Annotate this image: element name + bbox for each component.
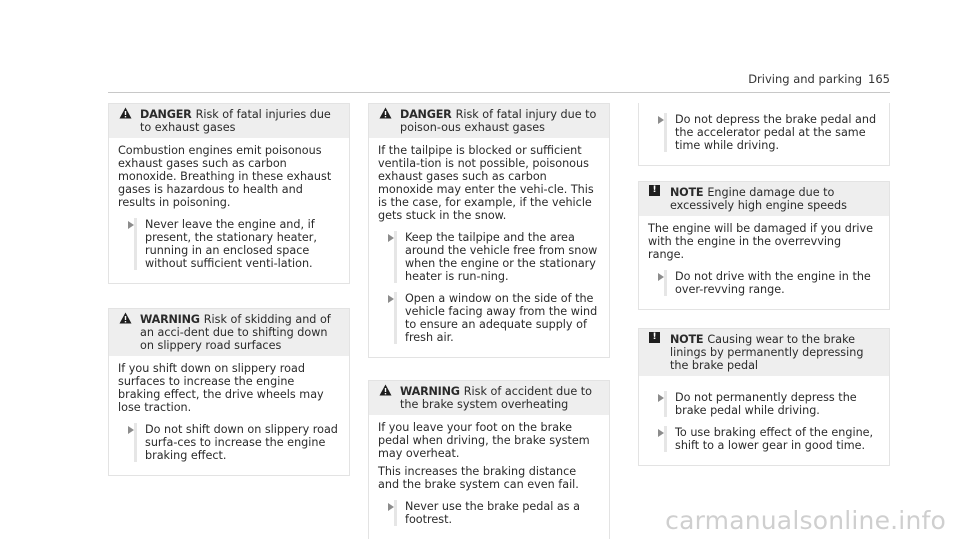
warning-body <box>109 356 349 475</box>
warning-keyword: WARNING <box>140 313 200 326</box>
note-text: The engine will be damaged if you drive with the engine in the overrevving range. <box>648 222 874 261</box>
warning-box-brake <box>368 380 610 539</box>
list-item: Open a window on the side of the vehicle facing away from the wind to ensure an adequate supply of fresh air. <box>378 292 600 344</box>
note-box-engine-speed <box>638 181 890 310</box>
section-title: Driving and parking <box>748 72 863 86</box>
note-title: Causing wear to the brake linings by permanently depressing the brake pedal <box>670 333 864 372</box>
danger-box-exhaust <box>108 103 350 284</box>
warning-triangle-icon <box>379 107 392 119</box>
note-body <box>639 216 889 309</box>
page-header <box>748 73 890 86</box>
danger-title: Risk of fatal injuries due to exhaust gases <box>140 108 331 134</box>
warning-body <box>369 415 609 539</box>
warning-title: Risk of skidding and of an acci-dent due to shifting down on slippery road surfaces <box>140 313 331 352</box>
column-2 <box>368 103 610 539</box>
warning-header <box>369 381 609 415</box>
warning-triangle-icon <box>119 107 132 119</box>
list-item: Never use the brake pedal as a footrest. <box>378 500 600 526</box>
watermark: carmanualsonline.info <box>665 506 946 535</box>
danger-box-tailpipe <box>368 103 610 358</box>
page-number: 165 <box>868 72 890 86</box>
note-body <box>639 376 889 465</box>
danger-header <box>109 104 349 138</box>
warning-text: This increases the braking distance and the brake system can even fail. <box>378 465 579 491</box>
continued-warning-box <box>638 103 890 166</box>
danger-header <box>369 104 609 138</box>
warning-triangle-icon <box>379 384 392 396</box>
list-item: Do not shift down on slippery road surfa-ces to increase the engine braking effect. <box>118 423 340 462</box>
note-title: Engine damage due to excessively high engine speeds <box>670 186 847 212</box>
danger-keyword: DANGER <box>400 108 452 121</box>
warning-text: If you shift down on slippery road surfaces to increase the engine braking effect, the drive wheels may lose traction. <box>118 362 324 414</box>
danger-body <box>369 138 609 357</box>
note-keyword: NOTE <box>670 186 704 199</box>
list-item: Do not depress the brake pedal and the accelerator pedal at the same time while driving. <box>648 113 880 152</box>
continued-body <box>639 103 889 165</box>
arrow-right-icon <box>388 234 394 242</box>
list-item: Keep the tailpipe and the area around the vehicle free from snow when the engine or the stationary heater is run-ning. <box>378 231 600 283</box>
arrow-right-icon <box>388 295 394 303</box>
danger-text: Combustion engines emit poisonous exhaust gases such as carbon monoxide. Breathing in these exhaust gases is hazardous to health and results in poisoning. <box>118 144 332 209</box>
warning-keyword: WARNING <box>400 385 460 398</box>
danger-body <box>109 138 349 283</box>
arrow-right-icon <box>128 426 134 434</box>
note-header <box>639 329 889 376</box>
header-rule <box>108 92 890 93</box>
warning-box-skidding <box>108 308 350 476</box>
arrow-right-icon <box>658 429 664 437</box>
note-box-brake-linings <box>638 328 890 466</box>
list-item: To use braking effect of the engine, shift to a lower gear in good time. <box>648 426 880 452</box>
arrow-right-icon <box>128 221 134 229</box>
list-item: Do not drive with the engine in the over-revving range. <box>648 270 880 296</box>
notice-icon: ! <box>649 185 660 196</box>
danger-keyword: DANGER <box>140 108 192 121</box>
arrow-right-icon <box>658 116 664 124</box>
warning-header <box>109 309 349 356</box>
column-3 <box>638 103 890 481</box>
warning-text: If you leave your foot on the brake pedal when driving, the brake system may overheat. <box>378 421 590 460</box>
warning-title: Risk of accident due to the brake system overheating <box>400 385 593 411</box>
list-item: Never leave the engine and, if present, the stationary heater, running in an enclosed space without sufficient venti-lation. <box>118 218 340 270</box>
warning-triangle-icon <box>119 312 132 324</box>
arrow-right-icon <box>388 503 394 511</box>
arrow-right-icon <box>658 394 664 402</box>
arrow-right-icon <box>658 273 664 281</box>
notice-icon: ! <box>649 332 660 343</box>
danger-text: If the tailpipe is blocked or sufficient ventila-tion is not possible, poisonous exhaust gases such as carbon monoxide may enter the vehi-cle. This is the case, for example, if the vehicle gets stuck in the snow. <box>378 144 594 222</box>
note-keyword: NOTE <box>670 333 704 346</box>
note-header <box>639 182 889 216</box>
column-1 <box>108 103 350 491</box>
danger-title: Risk of fatal injury due to poison-ous exhaust gases <box>400 108 597 134</box>
list-item: Do not permanently depress the brake pedal while driving. <box>648 391 880 417</box>
